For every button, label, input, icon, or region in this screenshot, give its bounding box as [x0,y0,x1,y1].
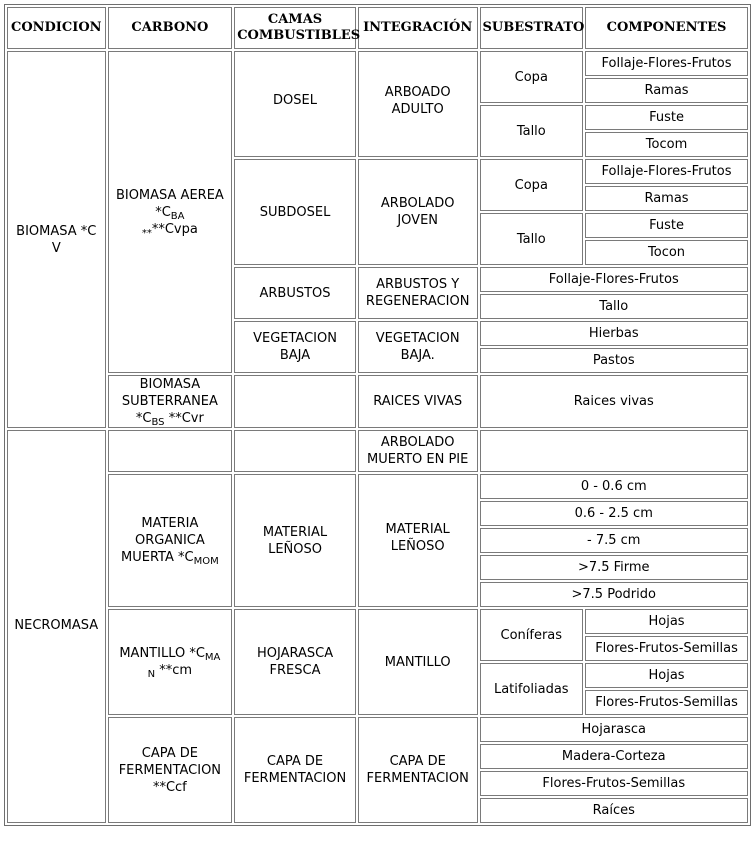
cell-coniferas: Coníferas [480,609,584,661]
cell-range-1: 0 - 0.6 cm [480,474,749,499]
cell-fuste-1: Fuste [585,105,748,130]
cell-biomasa [7,51,106,428]
capa-label: CAPA DE FERMENTACION [118,745,222,778]
cell-vegetacion-baja: VEGETACION BAJA [234,321,356,373]
cell-material-lenoso: MATERIAL LEÑOSO [234,474,356,607]
cell-range-3: - 7.5 cm [480,528,749,553]
cell-raices-vivas-comp: Raices vivas [480,375,749,428]
cell-hojas-1: Hojas [585,609,748,634]
cell-ffs-2: Flores-Frutos-Semillas [585,690,748,715]
header-camas-combustibles: CAMAS COMBUSTIBLES [234,7,356,49]
cell-arbustos-regeneracion: ARBUSTOS Y REGENERACION [358,267,478,319]
table-row [7,717,748,742]
cell-tallo-1: Tallo [480,105,584,157]
mantillo-sub2: N [147,669,156,680]
mantillo-label: MANTILLO *C [119,646,205,661]
cell-hojarasca: Hojarasca [480,717,749,742]
cell-mantillo [108,609,233,715]
cell-copa-1: Copa [480,51,584,103]
cell-empty-componentes [480,430,749,472]
cell-raices: Raíces [480,798,749,823]
cell-ramas-1: Ramas [585,78,748,103]
cell-arboado-adulto: ARBOADO ADULTO [358,51,478,157]
cell-dosel: DOSEL [234,51,356,157]
cell-ramas-2: Ramas [585,186,748,211]
header-componentes: COMPONENTES [585,7,748,49]
cell-empty-camas-2 [234,430,356,472]
cell-range-2: 0.6 - 2.5 cm [480,501,749,526]
header-condicion: CONDICION [7,7,106,49]
cell-range-5: >7.5 Podrido [480,582,749,607]
table-row [7,609,748,634]
biomasa-sub: V [51,240,61,256]
cell-subdosel: SUBDOSEL [234,159,356,265]
cell-follaje-3: Follaje-Flores-Frutos [480,267,749,292]
cell-fuste-2: Fuste [585,213,748,238]
cell-tallo-2: Tallo [480,213,584,265]
carbon-classification-table [4,4,751,826]
aerea-sub: BA [170,210,185,222]
cell-madera-corteza: Madera-Corteza [480,744,749,769]
header-integracion: INTEGRACIÓN [358,7,478,49]
table-row [7,430,748,472]
cell-vegetacion-baja-int: VEGETACION BAJA. [358,321,478,373]
cell-arbustos: ARBUSTOS [234,267,356,319]
cell-capa-fermentacion-camas: CAPA DE FERMENTACION [234,717,356,823]
aerea-stars: ** [141,227,152,239]
cell-follaje-1: Follaje-Flores-Frutos [585,51,748,76]
cell-necromasa: NECROMASA [7,430,106,823]
header-subestrato: SUBESTRATO [480,7,584,49]
cell-capa-fermentacion [108,717,233,823]
cell-biomasa-subterranea [108,375,233,428]
cell-tocom: Tocom [585,132,748,157]
cell-raices-vivas: RAICES VIVAS [358,375,478,428]
cell-copa-2: Copa [480,159,584,211]
table-row [7,51,748,76]
aerea-label: BIOMASA AEREA *C [115,187,224,220]
cell-material-lenoso-int: MATERIAL LEÑOSO [358,474,478,607]
cell-materia-organica [108,474,233,607]
biomasa-label: BIOMASA *C [16,223,97,239]
cell-latifoliadas: Latifoliadas [480,663,584,715]
capa-code: **Ccf [152,779,187,795]
cell-hojas-2: Hojas [585,663,748,688]
cell-capa-fermentacion-int: CAPA DE FERMENTACION [358,717,478,823]
cell-hierbas: Hierbas [480,321,749,346]
materia-sub: MOM [193,556,219,567]
cell-tocon: Tocon [585,240,748,265]
mantillo-code: **cm [159,663,193,678]
cell-mantillo-int: MANTILLO [358,609,478,715]
cell-ffs-1: Flores-Frutos-Semillas [585,636,748,661]
cell-empty-camas-1 [234,375,356,428]
table-row [7,474,748,499]
aerea-code: **Cvpa [151,221,198,237]
cell-arbolado-joven: ARBOLADO JOVEN [358,159,478,265]
materia-label: MATERIA ORGANICA MUERTA *C [121,516,205,565]
subterranea-label: BIOMASA SUBTERRANEA *C [121,377,218,426]
cell-range-4: >7.5 Firme [480,555,749,580]
cell-ffs-3: Flores-Frutos-Semillas [480,771,749,796]
cell-biomasa-aerea [108,51,233,373]
cell-hojarasca-fresca: HOJARASCA FRESCA [234,609,356,715]
mantillo-sub1: MA [204,652,221,663]
cell-follaje-2: Follaje-Flores-Frutos [585,159,748,184]
header-carbono: CARBONO [108,7,233,49]
cell-tallo-comp: Tallo [480,294,749,319]
cell-pastos: Pastos [480,348,749,373]
cell-empty-carbono [108,430,233,472]
subterranea-code: **Cvr [168,411,204,426]
header-row [7,7,748,49]
subterranea-sub: BS [151,417,165,428]
cell-arbolado-muerto: ARBOLADO MUERTO EN PIE [358,430,478,472]
